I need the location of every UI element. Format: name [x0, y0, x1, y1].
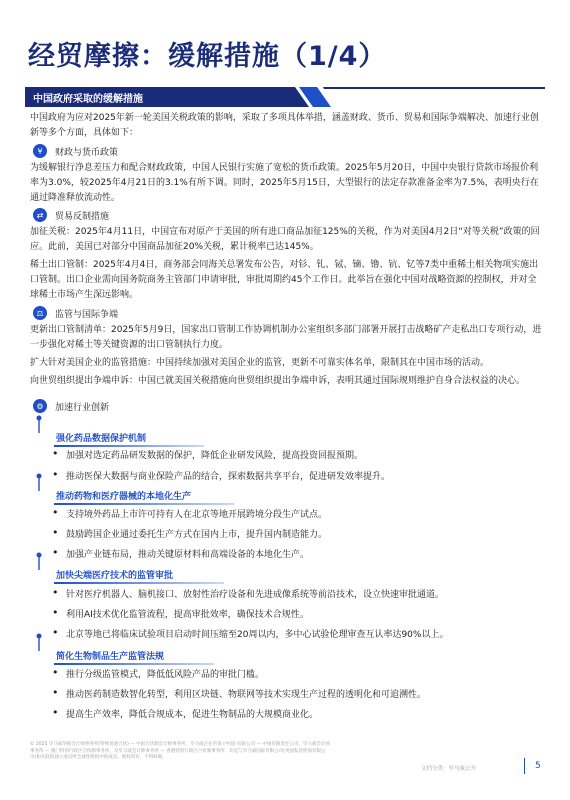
- page-divider: [524, 758, 525, 774]
- group-underline: [54, 582, 224, 584]
- gear-icon: ⚙: [33, 399, 47, 413]
- list-item: • 推行分级监管模式，降低低风险产品的审批门槛。: [66, 667, 264, 680]
- document-classification: 文档分类：毕马威公开: [421, 766, 477, 772]
- finance-paragraph: 为缓解银行净息差压力和配合财政政策，中国人民银行实施了宽松的货币政策。2025年5月20日，中国中央银行贷款市场报价利率为3.0%，较2025年4月21日的3.1%有所下调。同时，2025年5月15日，大型银行的法定存款准备金率为7.5%，表明央行在通过降准释放流动性。: [30, 163, 539, 203]
- gavel-icon: ⚖: [33, 306, 47, 320]
- regulation-paragraph-3: 向世贸组织提出争端申诉：中国已就美国关税措施向世贸组织提出争端申诉，表明其通过国际规则维护自身合法权益的决心。: [30, 376, 526, 386]
- section-label: 加速行业创新: [55, 402, 110, 413]
- pin-icon: [36, 552, 42, 570]
- list-item: • 推动医药制造数智化转型，利用区块链、物联网等技术实现生产过程的透明化和可追溯性。: [66, 687, 426, 700]
- list-item: • 北京等地已将临床试验项目启动时间压缩至20周以内，多中心试验伦理审查互认率达90%以上。: [66, 627, 448, 640]
- group-underline: [54, 503, 234, 505]
- list-item: • 推动医保大数据与商业保险产品的结合，探索数据共享平台，促进研发效率提升。: [66, 469, 390, 482]
- group-title: 加快尖端医疗技术的监管审批: [56, 570, 174, 581]
- list-item: • 针对医疗机器人、脑机接口、放射性治疗设备和先进成像系统等前沿技术，设立快速审批通道。: [66, 587, 444, 600]
- page-title: 经贸摩擦：缓解措施（1/4）: [28, 41, 387, 72]
- regulation-paragraph-2: 扩大针对美国企业的监管措施：中国持续加强对美国企业的监管，更新不可靠实体名单，限制其在中国市场的活动。: [30, 358, 490, 368]
- pin-icon: [36, 473, 42, 491]
- trade-paragraph-2: 稀土出口管制：2025年4月4日，商务部会同海关总署发布公告，对钐、钆、铽、镝、镥、钪、钇等7类中重稀土相关物项实施出口管制。出口企业需向国务院商务主管部门申请审批，审批周期约45个工作日。此举旨在强化中国对战略资源的控制权，并对全球稀土市场产生深远影响。: [30, 260, 539, 300]
- innovation-group: [40, 566, 173, 582]
- pin-icon: [36, 633, 42, 651]
- intro-paragraph: 中国政府为应对2025年新一轮美国关税政策的影响，采取了多项具体举措，涵盖财政、货币、贸易和国际争端解决、加速行业创新等多个方面，具体如下：: [30, 113, 539, 138]
- section-regulation: [33, 306, 118, 320]
- list-item: • 提高生产效率，降低合规成本，促进生物制品的大规模商业化。: [66, 707, 318, 720]
- banner-title: 中国政府采取的缓解措施: [33, 94, 143, 105]
- list-item: • 加强产业链布局，推动关键原材料和高端设备的本地化生产。: [66, 547, 309, 560]
- list-item: • 利用AI技术优化监管流程，提高审批效率，确保技术合规性。: [66, 607, 309, 620]
- section-innovation: [33, 399, 109, 413]
- group-title: 强化药品数据保护机制: [56, 433, 147, 444]
- section-finance: [33, 144, 118, 158]
- section-label: 监管与国际争端: [55, 309, 119, 320]
- innovation-group: [40, 487, 191, 503]
- exchange-icon: ⇄: [33, 208, 47, 222]
- list-item: • 支持境外药品上市许可持有人在北京等地开展跨境分段生产试点。: [66, 507, 327, 520]
- group-title: 推动药物和医疗器械的本地化生产: [56, 491, 192, 502]
- section-label: 财政与货币政策: [55, 147, 119, 158]
- footer-legal: © 2025 毕马威华振会计师事务所(特殊普通合伙) — 中国合伙制会计师事务所，毕马威企业咨询 (中国) 有限公司 — 中国有限责任公司，毕马威会计师事务所 — 澳门特别行政区合伙制事务所，及毕马威会计师事务所 — 香港特别行政区合伙制事务所，均是与毕马威国际有限公司(英国私营担保有限公司)相关联的独立成员所全球性组织中的成员。版权所有，不得转载。: [30, 742, 330, 760]
- section-label: 贸易反制措施: [55, 211, 110, 222]
- pin-icon: [36, 415, 42, 433]
- trade-paragraph-1: 加征关税：2025年4月11日，中国宣布对原产于美国的所有进口商品加征125%的关税，作为对美国4月2日“对等关税”政策的回应。此前，美国已对部分中国商品加征20%关税，累计税率已达145%。: [30, 227, 540, 252]
- group-title: 简化生物制品生产监管法规: [56, 651, 165, 662]
- group-underline: [54, 445, 204, 447]
- list-item: • 加强对选定药品研发数据的保护，降低企业研发风险，提高投资回报预期。: [66, 448, 363, 461]
- section-trade: [33, 208, 109, 222]
- list-item: • 鼓励跨国企业通过委托生产方式在国内上市，提升国内制造能力。: [66, 527, 327, 540]
- group-underline: [54, 663, 214, 665]
- innovation-group: [40, 647, 164, 663]
- yen-icon: ¥: [33, 144, 47, 158]
- innovation-group: [40, 429, 146, 445]
- regulation-paragraph-1: 更新出口管制清单：2025年5月9日，国家出口管制工作协调机制办公室组织多部门部署开展打击战略矿产走私出口专项行动，进一步强化对稀土等关键资源的出口管制执行力度。: [30, 325, 542, 350]
- page-number: 5: [535, 761, 541, 771]
